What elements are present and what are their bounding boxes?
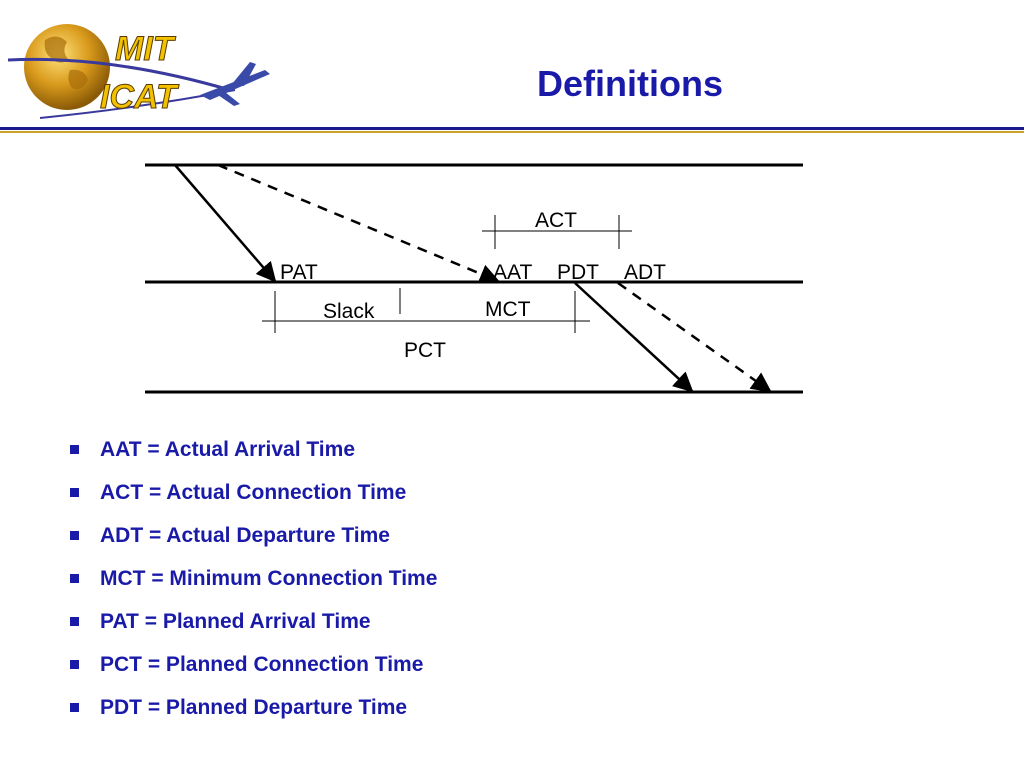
label-aat: AAT	[493, 261, 533, 284]
label-pct: PCT	[404, 339, 446, 362]
planned-departure-arrow	[575, 283, 692, 391]
label-act: ACT	[535, 209, 577, 232]
bullet-icon	[70, 574, 79, 583]
logo-text-mit: MIT	[115, 30, 174, 68]
label-pdt: PDT	[557, 261, 599, 284]
bullet-icon	[70, 445, 79, 454]
label-adt: ADT	[624, 261, 666, 284]
definition-item	[70, 514, 437, 557]
definition-item	[70, 686, 437, 729]
definition-item	[70, 600, 437, 643]
logo-text-icat: ICAT	[100, 78, 177, 116]
bullet-icon	[70, 660, 79, 669]
label-mct: MCT	[485, 298, 531, 321]
definition-text: MCT = Minimum Connection Time	[100, 566, 438, 590]
definition-item	[70, 471, 437, 514]
bullet-icon	[70, 531, 79, 540]
label-pat: PAT	[280, 261, 318, 284]
definition-text: PAT = Planned Arrival Time	[100, 609, 371, 633]
definition-text: PCT = Planned Connection Time	[100, 652, 424, 676]
bullet-icon	[70, 617, 79, 626]
definition-item	[70, 643, 437, 686]
definition-text: PDT = Planned Departure Time	[100, 695, 408, 719]
pct-bracket	[262, 288, 590, 333]
definition-text: ACT = Actual Connection Time	[100, 480, 407, 504]
bullet-icon	[70, 703, 79, 712]
label-slack: Slack	[323, 300, 375, 323]
definition-text: AAT = Actual Arrival Time	[100, 437, 355, 461]
definition-text: ADT = Actual Departure Time	[100, 523, 390, 547]
bullet-icon	[70, 488, 79, 497]
definition-item	[70, 557, 437, 600]
page-title: Definitions	[537, 63, 723, 104]
definitions-list	[70, 428, 437, 729]
definition-item	[70, 428, 437, 471]
actual-departure-arrow	[618, 283, 770, 391]
